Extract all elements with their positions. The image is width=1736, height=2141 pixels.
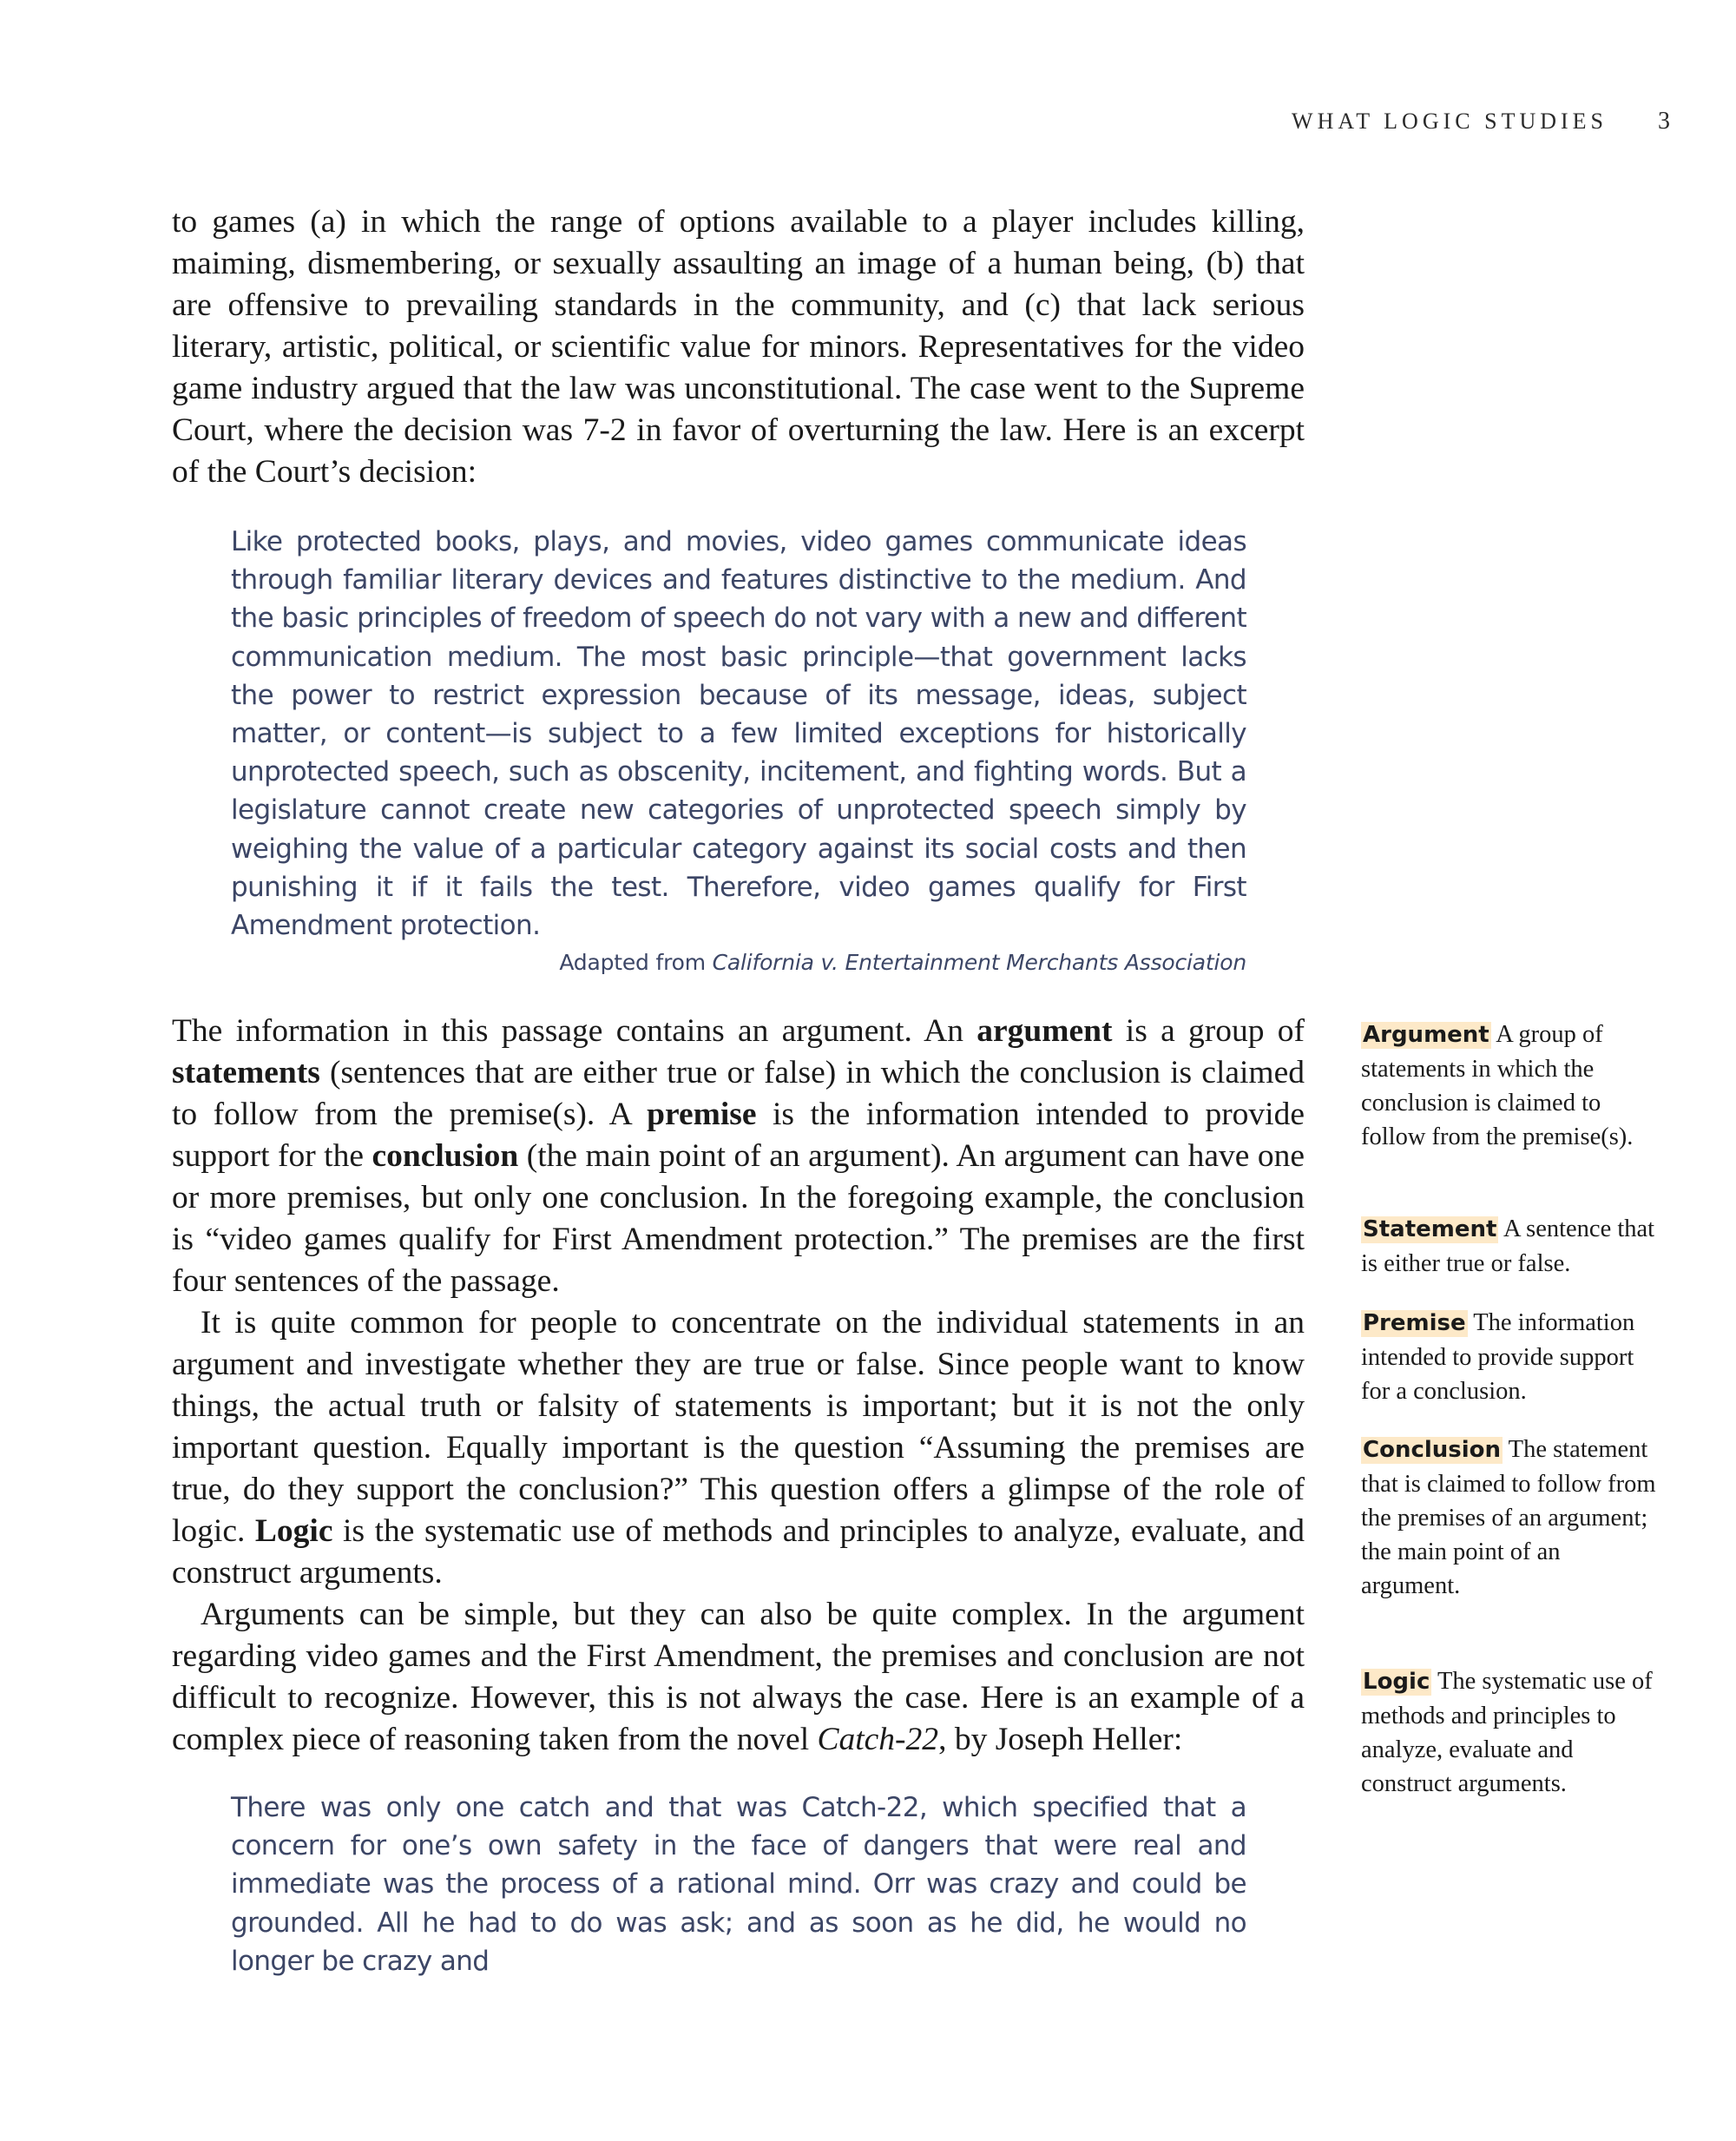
block-quote-court bbox=[231, 523, 1246, 945]
bold-term-logic: Logic bbox=[254, 1513, 333, 1549]
glossary-entry-logic bbox=[1361, 1664, 1656, 1801]
text-run: (sentences that are either true or false) in which the conclusion is claimed to follow from the premise(s). A bbox=[172, 1055, 1305, 1132]
text-run: It is quite common for people to concentrate on the individual statements in an argument and investigate whether they are true or false. Since people want to know things, the actual truth or falsity of statements is important; but it is not the only important question. Equally important is the question “Assuming the premises are true, do they support the conclusion?” This question offers a glimpse of the role of logic. bbox=[172, 1305, 1305, 1549]
glossary-definition: The statement that is claimed to follow from the premises of an argument; the main point of an argument. bbox=[1361, 1436, 1656, 1599]
text-run: Arguments can be simple, but they can also be quite complex. In the argument regarding video games and the First Amendment, the premises and conclusion are not difficult to recognize. However, this is not always the case. Here is an example of a complex piece of reasoning taken from the novel bbox=[172, 1597, 1305, 1757]
block-quote-catch-22 bbox=[231, 1789, 1246, 1980]
glossary-entry-conclusion bbox=[1361, 1433, 1656, 1603]
glossary-term: Logic bbox=[1363, 1669, 1430, 1695]
glossary-entry-premise bbox=[1361, 1306, 1656, 1408]
text-run: is a group of bbox=[1112, 1013, 1305, 1049]
glossary-entry-statement bbox=[1361, 1212, 1656, 1281]
glossary-term: Premise bbox=[1363, 1310, 1466, 1336]
italic-title-catch-22: Catch-22 bbox=[817, 1722, 939, 1757]
text-run: (the main point of an argument). An argument can have one or more premises, but only one conclusion. In the foregoing example, the conclusion is “video games qualify for First Amendment protection.” The premises are the first four sentences of the passage. bbox=[172, 1138, 1305, 1299]
glossary-term: Argument bbox=[1363, 1022, 1489, 1048]
quote-text: There was only one catch and that was Catch-22, which specified that a concern for one’s own safety in the face of dangers that were real and immediate was the process of a rational mind. Orr was crazy and could be grounded. All he had to do was ask; and as soon as he did, he would no longer be crazy and bbox=[231, 1792, 1246, 1977]
glossary-definition: The systematic use of methods and principles to analyze, evaluate and construct arguments. bbox=[1361, 1668, 1653, 1797]
glossary-definition: A group of statements in which the conclusion is claimed to follow from the premise(s). bbox=[1361, 1021, 1634, 1150]
running-head bbox=[1292, 108, 1670, 135]
glossary-entry-argument bbox=[1361, 1018, 1656, 1154]
glossary-term: Conclusion bbox=[1363, 1437, 1502, 1463]
chapter-title: WHAT LOGIC STUDIES bbox=[1292, 109, 1608, 134]
text-run: , by Joseph Heller: bbox=[938, 1722, 1183, 1757]
body-paragraph-top bbox=[172, 201, 1305, 493]
body-main bbox=[172, 1011, 1305, 1761]
paragraph-text: to games (a) in which the range of options available to a player includes killing, maiming, dismembering, or sexually assaulting an image of a human being, (b) that are offensive to prevailing standards in the community, and (c) that lack serious literary, artistic, political, or scientific value for minors. Representatives for the video game industry argued that the law was unconstitutional. The case went to the Supreme Court, where the decision was 7-2 in favor of overturning the law. Here is an excerpt of the Court’s decision: bbox=[172, 204, 1305, 490]
quote-source bbox=[231, 950, 1246, 975]
bold-term-argument: argument bbox=[976, 1013, 1113, 1049]
glossary-definition: The information intended to provide support for a conclusion. bbox=[1361, 1309, 1635, 1405]
source-title: California v. Entertainment Merchants Association bbox=[712, 950, 1246, 975]
text-run: The information in this passage contains an argument. An bbox=[172, 1013, 977, 1049]
bold-term-conclusion: conclusion bbox=[372, 1138, 519, 1174]
paragraph-logic-definition bbox=[172, 1302, 1305, 1594]
quote-text: Like protected books, plays, and movies, video games communicate ideas through familiar literary devices and features distinctive to the medium. And the basic principles of freedom of speech do not vary with a new and different communication medium. The most basic principle—that government lacks the power to restrict expression because of its message, ideas, subject matter, or content—is subject to a few limited exceptions for historically unprotected speech, such as obscenity, incitement, and fighting words. But a legislature cannot create new categories of unprotected speech simply by weighing the value of a particular category against its social costs and then punishing it if it fails the test. Therefore, video games qualify for First Amendment protection. bbox=[231, 526, 1246, 942]
glossary-term: Statement bbox=[1363, 1216, 1497, 1242]
bold-term-statements: statements bbox=[172, 1055, 320, 1090]
source-prefix: Adapted from bbox=[559, 950, 713, 975]
text-run: is the information intended to provide support for the bbox=[172, 1097, 1305, 1174]
bold-term-premise: premise bbox=[647, 1097, 757, 1132]
text-run: is the systematic use of methods and principles to analyze, evaluate, and construct arguments. bbox=[172, 1513, 1305, 1591]
paragraph-complex-arguments bbox=[172, 1594, 1305, 1761]
page-number: 3 bbox=[1658, 108, 1670, 135]
paragraph-argument-definition bbox=[172, 1011, 1305, 1302]
glossary-definition: A sentence that is either true or false. bbox=[1361, 1215, 1655, 1277]
